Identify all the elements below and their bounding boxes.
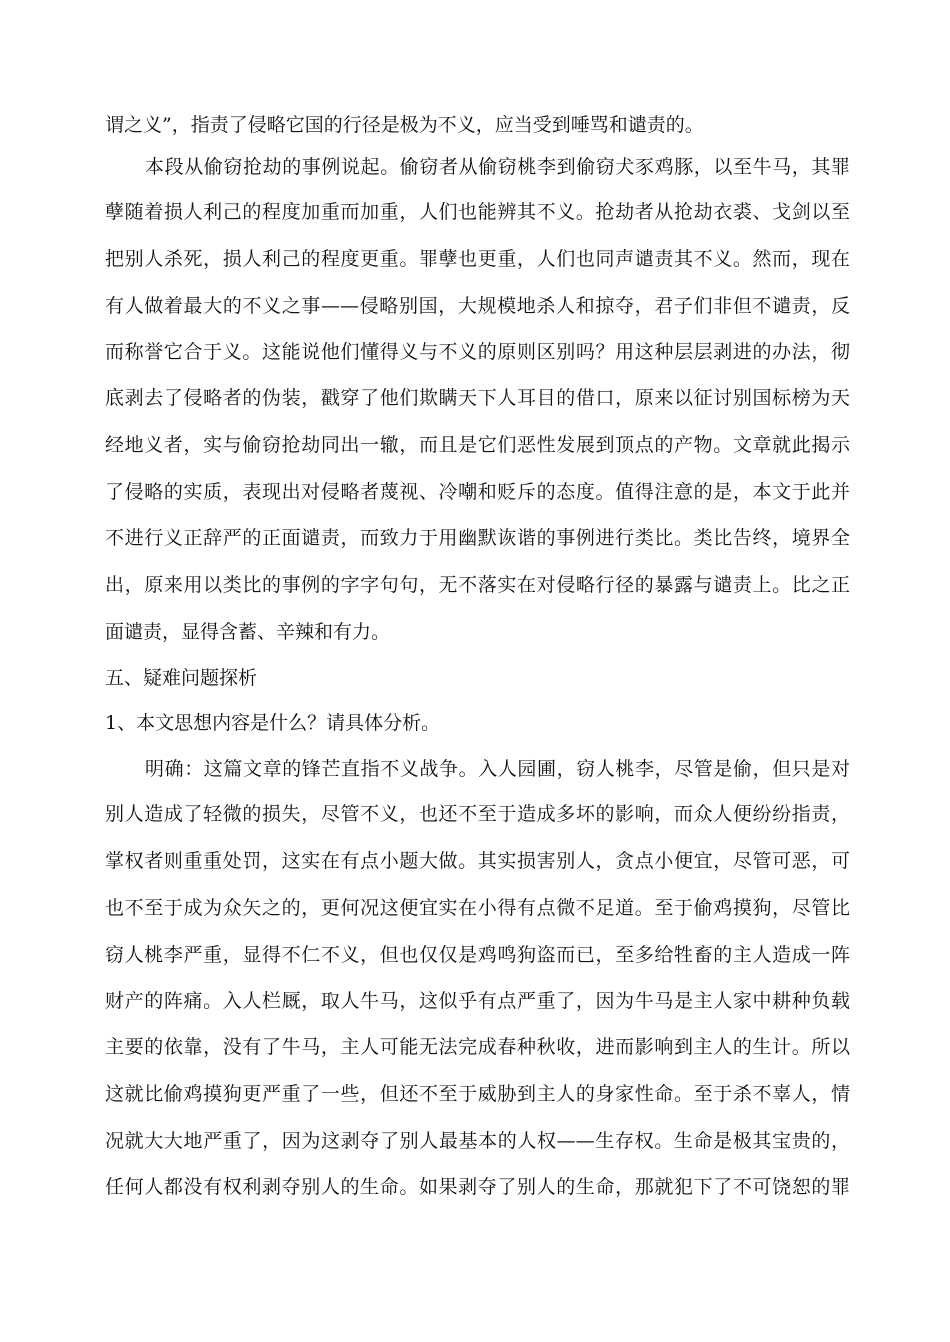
question-heading: 1、本文思想内容是什么？请具体分析。: [105, 712, 441, 734]
text-line: 财产的阵痛。入人栏厩，取人牛马，这似乎有点严重了，因为牛马是主人家中耕种负载: [105, 990, 850, 1012]
text-line: 这就比偷鸡摸狗更严重了一些，但还不至于威胁到主人的身家性命。至于杀不辜人，情: [105, 1083, 850, 1105]
text-line: 本段从偷窃抢劫的事例说起。偷窃者从偷窃桃李到偷窃犬豕鸡豚，以至牛马，其罪: [145, 156, 850, 178]
text-line: 不进行义正辞严的正面谴责，而致力于用幽默诙谐的事例进行类比。类比告终，境界全: [105, 527, 850, 549]
text-line: 谓之义”，指责了侵略它国的行径是极为不义，应当受到唾骂和谴责的。: [105, 114, 704, 136]
text-line: 出，原来用以类比的事例的字字句句，无不落实在对侵略行径的暴露与谴责上。比之正: [105, 574, 850, 596]
text-line: 面谴责，显得含蓄、辛辣和有力。: [105, 621, 391, 643]
text-line: 别人造成了轻微的损失，尽管不义，也还不至于造成多坏的影响，而众人便纷纷指责，: [105, 803, 850, 825]
text-line: 了侵略的实质，表现出对侵略者蔑视、冷嘲和贬斥的态度。值得注意的是，本文于此并: [105, 481, 850, 503]
text-line: 把别人杀死，损人利己的程度更重。罪孽也更重，人们也同声谴责其不义。然而，现在: [105, 248, 850, 270]
text-line: 主要的依靠，没有了牛马，主人可能无法完成春种秋收，进而影响到主人的生计。所以: [105, 1036, 850, 1058]
text-line: 明确：这篇文章的锋芒直指不义战争。入人园圃，窃人桃李，尽管是偷，但只是对: [145, 758, 850, 780]
text-line: 也不至于成为众矢之的，更何况这便宜实在小得有点微不足道。至于偷鸡摸狗，尽管比: [105, 897, 850, 919]
text-line: 底剥去了侵略者的伪装，戳穿了他们欺瞒天下人耳目的借口，原来以征讨别国标榜为天: [105, 387, 850, 409]
text-line: 任何人都没有权利剥夺别人的生命。如果剥夺了别人的生命，那就犯下了不可饶恕的罪: [105, 1176, 850, 1198]
text-line: 掌权者则重重处罚，这实在有点小题大做。其实损害别人，贪点小便宜，尽管可恶，可: [105, 850, 850, 872]
text-line: 而称誉它合于义。这能说他们懂得义与不义的原则区别吗？用这种层层剥进的办法，彻: [105, 341, 850, 363]
text-line: 孽随着损人利己的程度加重而加重，人们也能辨其不义。抢劫者从抢劫衣裘、戈剑以至: [105, 201, 850, 223]
text-line: 有人做着最大的不义之事——侵略别国，大规模地杀人和掠夺，君子们非但不谴责，反: [105, 295, 850, 317]
text-line: 经地义者，实与偷窃抢劫同出一辙，而且是它们恶性发展到顶点的产物。文章就此揭示: [105, 434, 850, 456]
text-line: 况就大大地严重了，因为这剥夺了别人最基本的人权——生存权。生命是极其宝贵的，: [105, 1130, 850, 1152]
text-line: 窃人桃李严重，显得不仁不义，但也仅仅是鸡鸣狗盗而已，至多给牲畜的主人造成一阵: [105, 944, 850, 966]
section-heading: 五、疑难问题探析: [105, 667, 258, 689]
